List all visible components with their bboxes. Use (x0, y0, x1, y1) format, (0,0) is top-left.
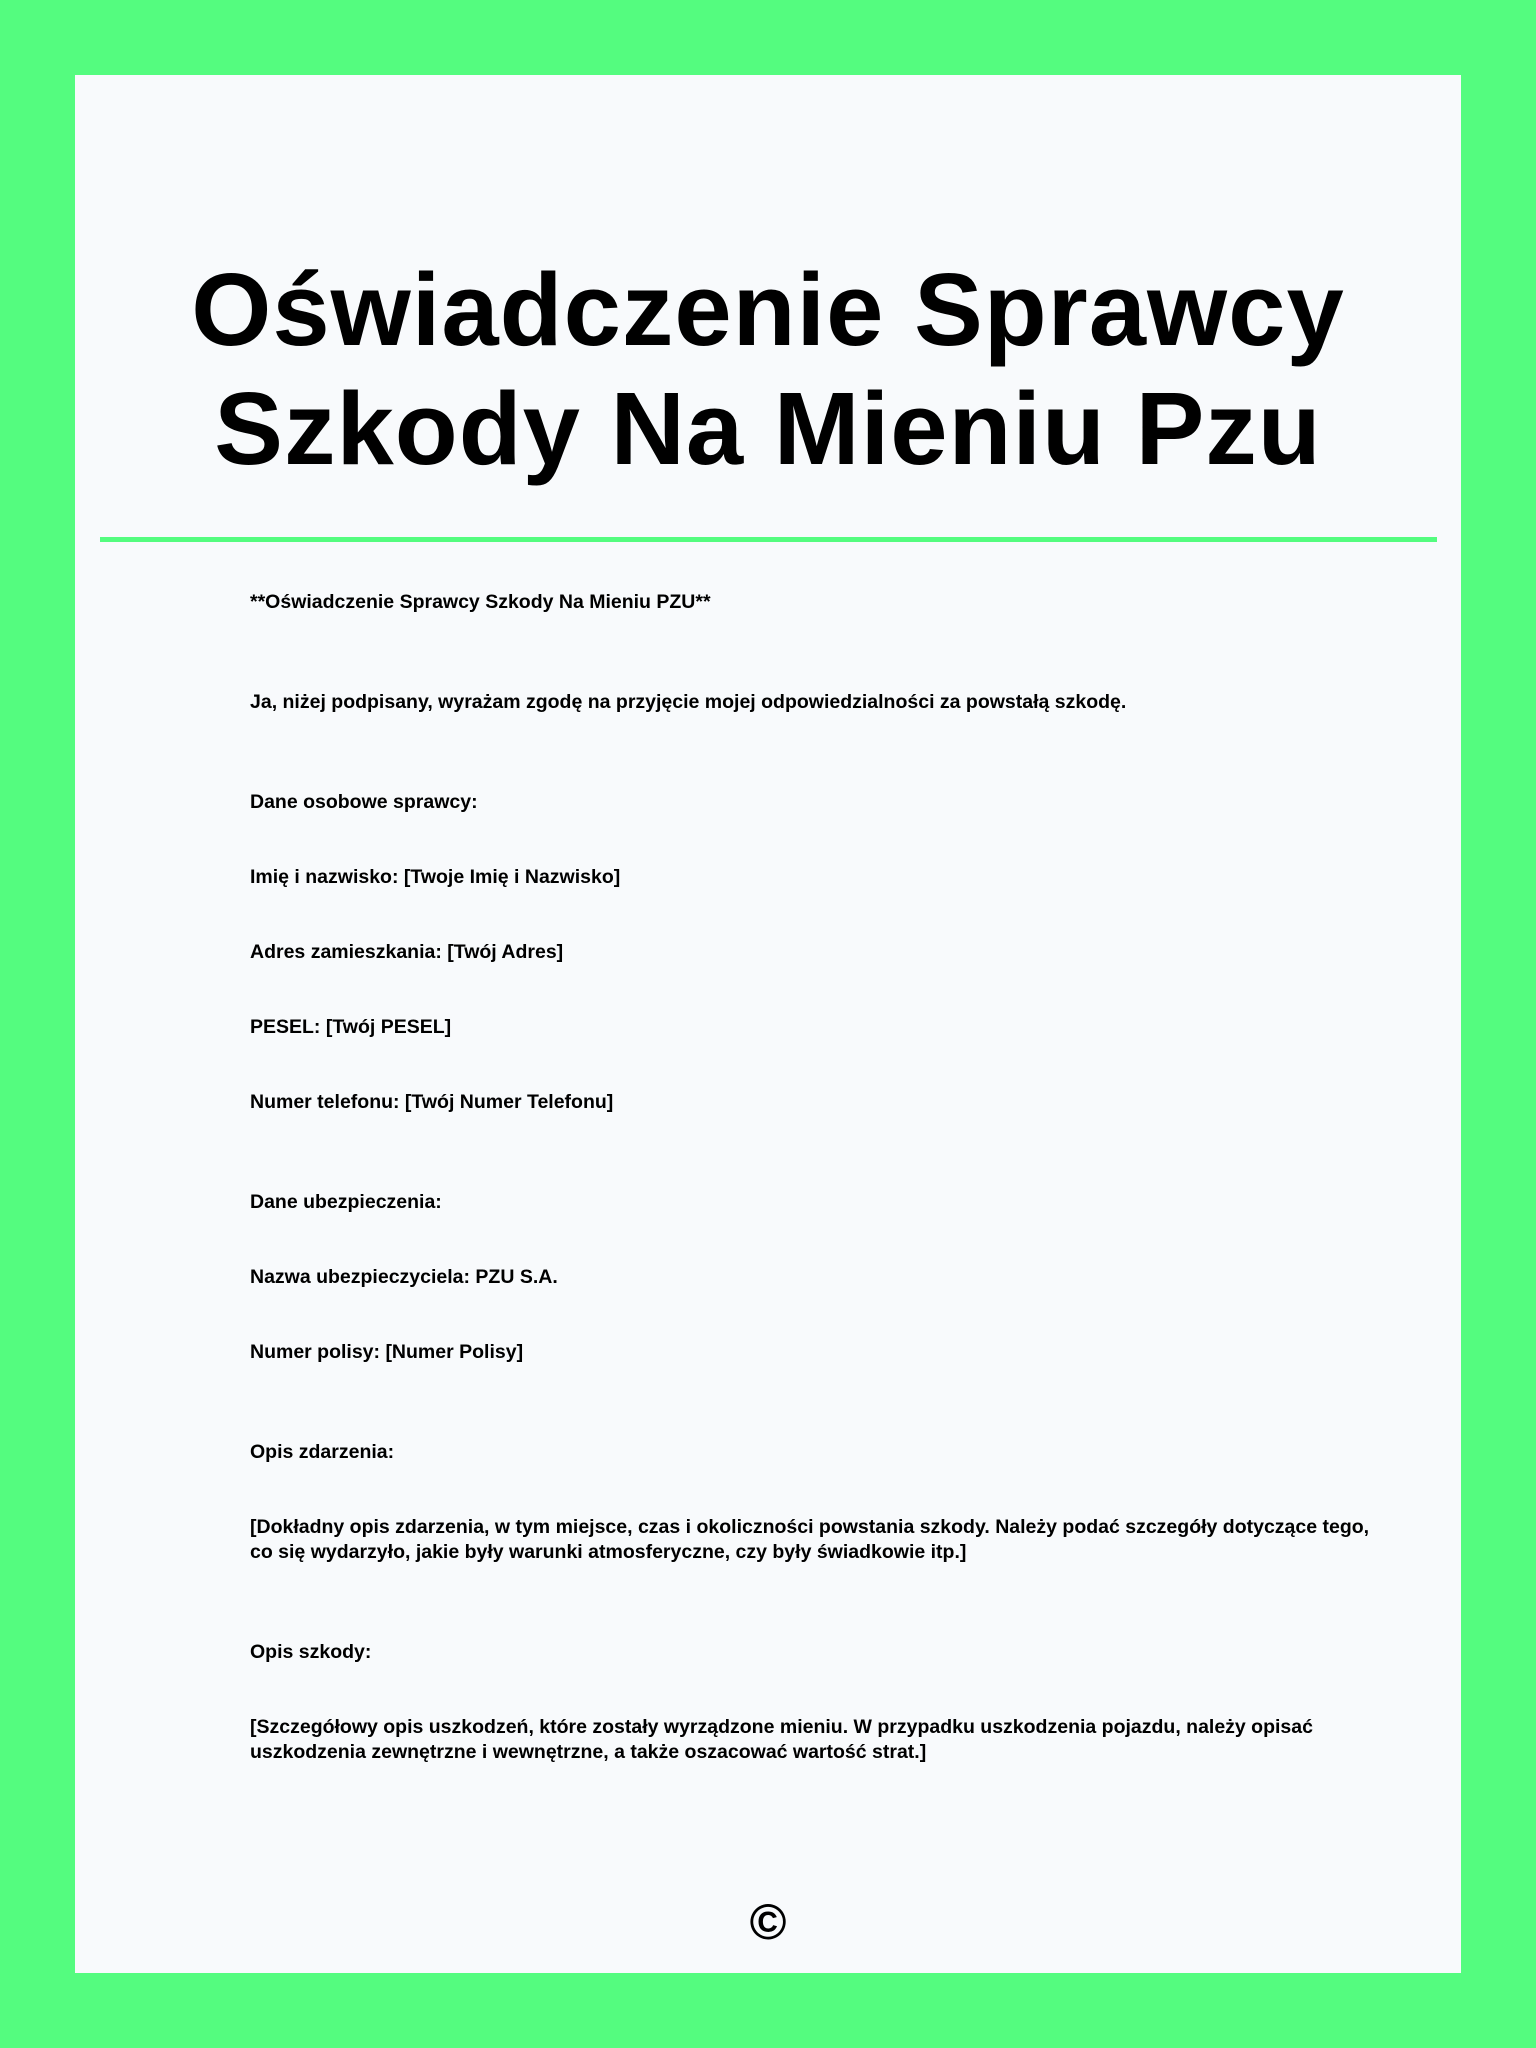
personal-pesel-line: PESEL: [Twój PESEL] (250, 1016, 452, 1038)
policy-number-line: Numer polisy: [Numer Polisy] (250, 1341, 524, 1363)
title-line-2: Szkody Na Mieniu Pzu (214, 371, 1322, 486)
damage-description-text: [Szczegółowy opis uszkodzeń, które zostały wyrządzone mieniu. W przypadku uszkodzenia pojazdu, należy opisać uszkodzenia zewnętrzne i wewnętrzne, a także oszacować wartość strat.] (250, 1716, 1313, 1763)
incident-description-text: [Dokładny opis zdarzenia, w tym miejsce, czas i okoliczności powstania szkody. Należy podać szczegóły dotyczące tego, co się wydarzyło, jakie były warunki atmosferyczne, czy były świadkowie itp.] (250, 1516, 1370, 1563)
insurer-name-line: Nazwa ubezpieczyciela: PZU S.A. (250, 1266, 558, 1288)
document-title (75, 250, 1461, 488)
document-page (75, 75, 1461, 1973)
title-line-1: Oświadczenie Sprawcy (191, 252, 1345, 367)
personal-address-line: Adres zamieszkania: [Twój Adres] (250, 941, 564, 963)
personal-name-line: Imię i nazwisko: [Twoje Imię i Nazwisko] (250, 866, 621, 888)
personal-phone-line: Numer telefonu: [Twój Numer Telefonu] (250, 1091, 614, 1113)
copyright-icon: © (749, 1894, 787, 1950)
personal-data-header: Dane osobowe sprawcy: (250, 791, 478, 813)
intro-paragraph: Ja, niżej podpisany, wyrażam zgodę na przyjęcie mojej odpowiedzialności za powstałą szkodę. (250, 691, 1127, 713)
title-divider (100, 537, 1437, 542)
document-heading: **Oświadczenie Sprawcy Szkody Na Mieniu PZU** (250, 591, 711, 613)
damage-description-header: Opis szkody: (250, 1641, 372, 1663)
insurance-data-header: Dane ubezpieczenia: (250, 1191, 442, 1213)
incident-description-header: Opis zdarzenia: (250, 1441, 395, 1463)
